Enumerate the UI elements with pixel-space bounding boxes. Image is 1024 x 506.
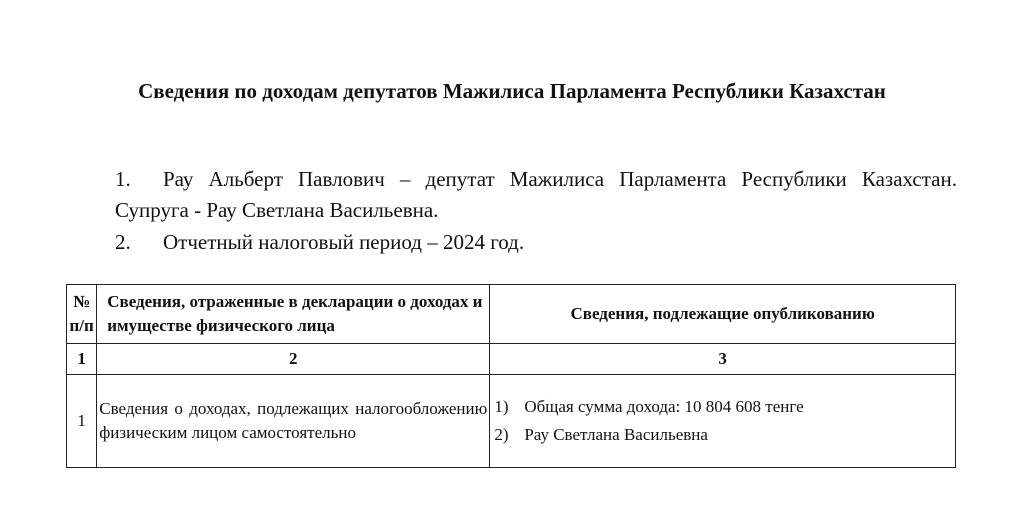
list-marker: 2) [494, 425, 509, 444]
list-item-text: Рау Светлана Васильевна [524, 425, 708, 444]
list-item [494, 421, 953, 449]
header-index: № п/п [67, 285, 97, 344]
list-marker: 1) [494, 397, 509, 416]
income-table [66, 284, 956, 468]
paragraph-number: 1. [115, 167, 131, 191]
list-item-text: Общая сумма дохода: 10 804 608 тенге [524, 397, 804, 416]
column-number: 2 [97, 344, 490, 375]
paragraph-number: 2. [115, 230, 131, 254]
table-column-numbers-row [67, 344, 956, 375]
paragraph-tax-period [115, 227, 957, 258]
column-number: 1 [67, 344, 97, 375]
document-title: Сведения по доходам депутатов Мажилиса Парламента Республики Казахстан [138, 79, 886, 103]
list-item [494, 393, 953, 421]
row-description: Сведения о доходах, подлежащих налогообложению физическим лицом самостоятельно [97, 375, 490, 468]
paragraph-text: Отчетный налоговый период – 2024 год. [163, 230, 525, 254]
paragraph-text: Рау Альберт Павлович – депутат Мажилиса Парламента Республики Казахстан. Супруга - Рау Светлана Васильевна. [115, 167, 957, 222]
column-number: 3 [490, 344, 956, 375]
header-published-info: Сведения, подлежащие опубликованию [490, 285, 956, 344]
table-header-row [67, 285, 956, 344]
paragraph-deputy [115, 164, 957, 226]
header-declaration-info: Сведения, отраженные в декларации о доходах и имуществе физического лица [97, 285, 490, 344]
table-row [67, 375, 956, 468]
row-published-items [490, 375, 956, 468]
row-index: 1 [67, 375, 97, 468]
